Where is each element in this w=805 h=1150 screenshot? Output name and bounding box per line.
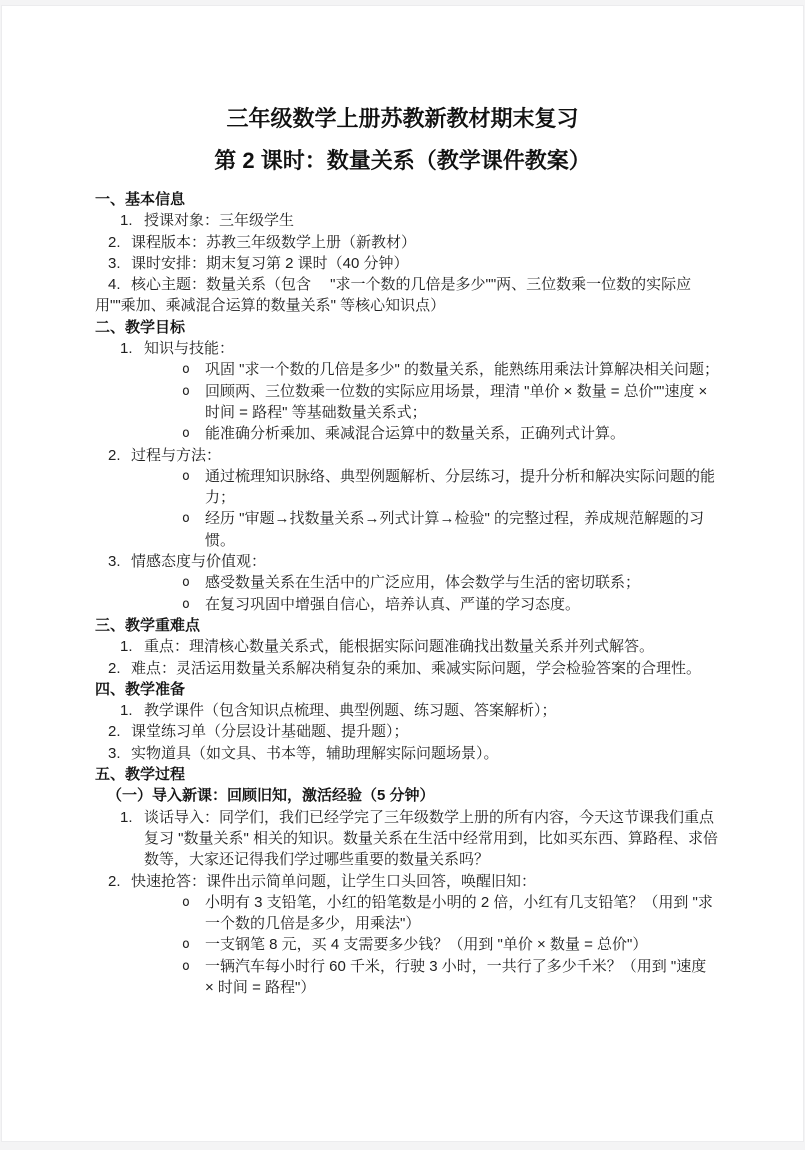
item-number: 4. <box>108 276 121 294</box>
item-text: 谈话导入：同学们，我们已经学完了三年级数学上册的所有内容，今天这节课我们重点复习 "数量关系" 相关的知识。数量关系在生活中经常用到，比如买东西、算路程、求倍数等，大家还记得我们学过哪些重要的数量关系吗？ <box>144 808 718 869</box>
bullet-item <box>95 381 719 424</box>
bullet-marker: o <box>182 958 190 974</box>
bullet-item <box>95 892 719 935</box>
bullet-item <box>95 956 719 999</box>
item-number: 3. <box>108 553 121 571</box>
bullet-marker: o <box>182 362 190 378</box>
item-number: 1. <box>120 212 133 230</box>
bullet-text: 一辆汽车每小时行 60 千米，行驶 3 小时，一共行了多少千米？（用到 "速度 × 时间 = 路程"） <box>205 957 707 996</box>
numbered-item <box>95 636 719 657</box>
numbered-item <box>95 210 719 231</box>
bullet-text: 通过梳理知识脉络、典型例题解析、分层练习，提升分析和解决实际问题的能力； <box>205 467 716 507</box>
numbered-item: 2. 难点：灵活运用数量关系解决稍复杂的乘加、乘减实际问题，学会检验答案的合理性。 <box>95 658 719 679</box>
item-number: 1. <box>120 808 133 826</box>
item-text: 授课对象：三年级学生 <box>144 212 295 230</box>
item-number: 2. <box>108 446 121 464</box>
bullet-text: 小明有 3 支铅笔，小红的铅笔数是小明的 2 倍，小红有几支铅笔？（用到 "求一个数的几倍是多少，用乘法"） <box>205 893 713 933</box>
bullet-marker: o <box>182 575 190 591</box>
item-text: 教学课件（包含知识点梳理、典型例题、练习题、答案解析）； <box>144 702 557 720</box>
numbered-item: 3. 实物道具（如文具、书本等，辅助理解实际问题场景）。 <box>95 743 719 764</box>
item-number: 1. <box>120 702 133 720</box>
item-number: 3. <box>108 744 121 762</box>
bullet-text: 回顾两、三位数乘一位数的实际应用场景，理清 "单价 × 数量 = 总价""速度 × 时间 = 路程" 等基础数量关系式； <box>205 382 708 421</box>
bullet-item <box>95 508 719 551</box>
item-number: 2. <box>108 723 121 741</box>
numbered-item: 3. 情感态度与价值观： <box>95 551 719 572</box>
numbered-item: 4. 核心主题：数量关系（包含 "求一个数的几倍是多少""两、三位数乘一位数的实际应用""乘加、乘减混合运算的数量关系" 等核心知识点） <box>95 276 692 315</box>
item-number: 2. <box>108 233 121 251</box>
bullet-text: 能准确分析乘加、乘减混合运算中的数量关系，正确列式计算。 <box>205 425 626 443</box>
bullet-item <box>95 572 719 593</box>
subsection-heading: （一）导入新课：回顾旧知，激活经验（5 分钟） <box>107 787 435 805</box>
item-number: 1. <box>120 638 133 656</box>
numbered-item <box>95 807 719 871</box>
bullet-marker: o <box>182 468 190 484</box>
bullet-marker: o <box>182 596 190 612</box>
bullet-marker: o <box>182 383 190 399</box>
bullet-item <box>95 466 719 509</box>
section-heading: 五、教学过程 <box>95 766 186 784</box>
bullet-text: 在复习巩固中增强自信心，培养认真、严谨的学习态度。 <box>205 595 581 613</box>
section-heading: 一、基本信息 <box>95 191 186 208</box>
section-heading: 二、教学目标 <box>95 318 186 336</box>
bullet-text: 一支钢笔 8 元，买 4 支需要多少钱？（用到 "单价 × 数量 = 总价"） <box>205 936 648 954</box>
numbered-item <box>95 700 719 721</box>
document-title: 三年级数学上册苏教新教材期末复习 <box>226 106 579 131</box>
item-text: 重点：理清核心数量关系式，能根据实际问题准确找出数量关系并列式解答。 <box>144 638 655 656</box>
item-text: 知识与技能： <box>144 340 235 358</box>
document-page <box>1 5 804 1142</box>
bullet-marker: o <box>182 937 190 953</box>
numbered-item: 3. 课时安排：期末复习第 2 课时（40 分钟） <box>95 253 719 274</box>
item-number: 2. <box>108 659 121 677</box>
bullet-item <box>95 594 719 615</box>
numbered-item <box>95 338 719 359</box>
bullet-item <box>95 423 719 444</box>
section-heading: 四、教学准备 <box>95 680 186 698</box>
numbered-item: 2. 过程与方法： <box>95 445 719 466</box>
item-number: 2. <box>108 872 121 890</box>
document-body <box>95 189 719 998</box>
bullet-marker: o <box>182 894 190 910</box>
numbered-item: 2. 课堂练习单（分层设计基础题、提升题）； <box>95 721 719 742</box>
item-number: 3. <box>108 254 121 272</box>
bullet-item <box>95 359 719 380</box>
bullet-text: 巩固 "求一个数的几倍是多少" 的数量关系，能熟练用乘法计算解决相关问题； <box>205 361 719 379</box>
item-number: 1. <box>120 340 133 358</box>
bullet-marker: o <box>182 426 190 442</box>
section-heading: 三、教学重难点 <box>95 616 201 634</box>
bullet-item <box>95 934 719 955</box>
bullet-text: 经历 "审题→找数量关系→列式计算→检验" 的完整过程，养成规范解题的习惯。 <box>205 510 704 549</box>
bullet-text: 感受数量关系在生活中的广泛应用，体会数学与生活的密切联系； <box>205 574 641 592</box>
numbered-item: 2. 课程版本：苏教三年级数学上册（新教材） <box>95 232 719 253</box>
bullet-marker: o <box>182 511 190 527</box>
numbered-item: 2. 快速抢答：课件出示简单问题，让学生口头回答，唤醒旧知： <box>95 871 719 892</box>
document-subtitle: 第 2 课时：数量关系（教学课件教案） <box>214 148 591 173</box>
